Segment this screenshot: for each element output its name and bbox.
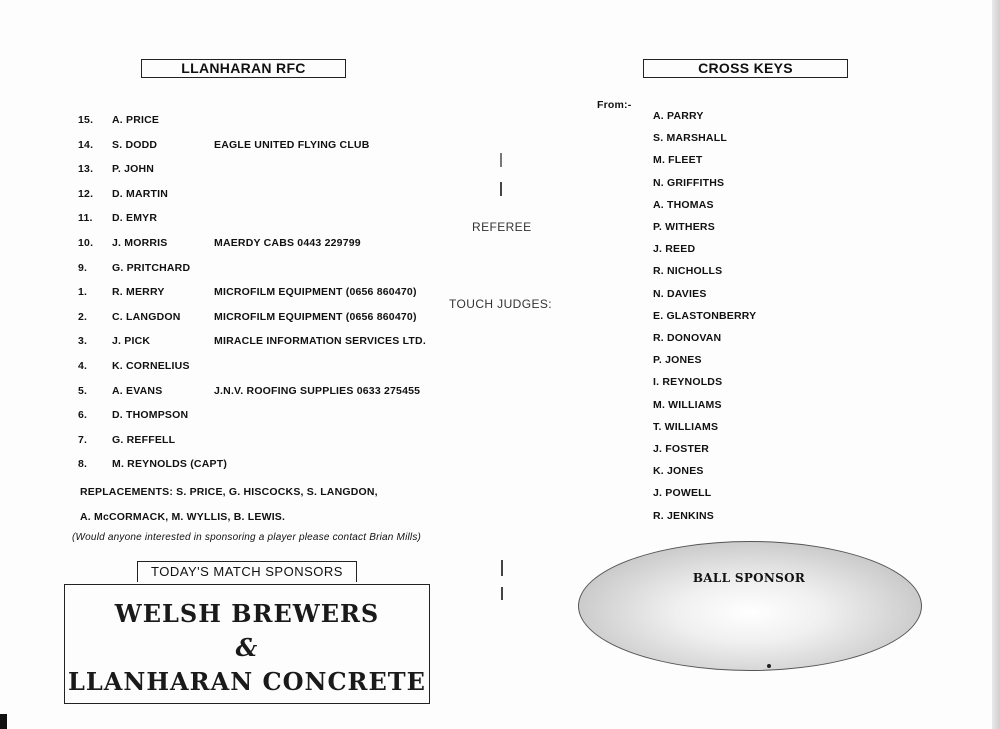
ball-sponsor-title: BALL SPONSOR xyxy=(692,571,806,585)
fold-mark xyxy=(500,182,502,196)
player-number: 14. xyxy=(78,138,94,151)
away-player-name: J. REED xyxy=(653,243,696,256)
sponsor-ampersand: & xyxy=(235,633,259,662)
from-label: From:- xyxy=(597,99,632,111)
player-number: 9. xyxy=(78,261,88,274)
fold-mark xyxy=(500,153,502,167)
match-sponsors-title: TODAY'S MATCH SPONSORS xyxy=(137,561,357,582)
player-name: R. MERRY xyxy=(112,286,165,299)
away-player-name: K. JONES xyxy=(653,465,704,478)
sponsor-welsh-brewers: WELSH BREWERS xyxy=(114,599,380,628)
player-number: 3. xyxy=(78,335,88,348)
away-player-name: P. JONES xyxy=(653,354,702,367)
referee-label: REFEREE xyxy=(472,220,532,234)
away-player-name: A. THOMAS xyxy=(653,198,714,211)
away-player-name: T. WILLIAMS xyxy=(653,420,719,433)
player-sponsor: J.N.V. ROOFING SUPPLIES 0633 275455 xyxy=(214,384,421,397)
touch-judges-label: TOUCH JUDGES: xyxy=(449,297,552,311)
player-number: 11. xyxy=(78,212,93,225)
player-sponsor: MAERDY CABS 0443 229799 xyxy=(214,237,361,249)
ball-sponsor-oval xyxy=(578,541,922,671)
away-player-name: A. PARRY xyxy=(653,110,704,122)
player-name: P. JOHN xyxy=(112,163,155,176)
player-number: 7. xyxy=(78,433,88,446)
away-player-name: S. MARSHALL xyxy=(653,132,727,145)
away-player-name: N. DAVIES xyxy=(653,287,707,300)
away-player-name: M. FLEET xyxy=(653,154,703,167)
player-name: A. PRICE xyxy=(112,114,160,126)
player-number: 15. xyxy=(78,114,94,126)
scan-edge xyxy=(992,0,1000,729)
away-player-name: M. WILLIAMS xyxy=(653,398,722,411)
away-player-name: E. GLASTONBERRY xyxy=(653,309,757,322)
away-player-name: J. FOSTER xyxy=(653,443,710,455)
away-player-name: R. JENKINS xyxy=(653,509,714,522)
away-player-name: I. REYNOLDS xyxy=(653,376,723,389)
fold-mark xyxy=(501,587,503,600)
player-name: D. EMYR xyxy=(112,212,158,225)
player-number: 1. xyxy=(78,286,88,299)
player-name: D. MARTIN xyxy=(112,187,169,200)
player-name: D. THOMPSON xyxy=(112,409,189,422)
player-name: K. CORNELIUS xyxy=(112,360,190,372)
player-number: 12. xyxy=(78,187,94,200)
home-team-title: LLANHARAN RFC xyxy=(141,59,346,78)
player-number: 10. xyxy=(78,237,94,249)
player-name: G. PRITCHARD xyxy=(112,261,191,274)
oval-dot xyxy=(767,664,771,668)
player-number: 13. xyxy=(78,163,94,176)
player-name: J. PICK xyxy=(112,335,151,348)
replacements-line-2: A. McCORMACK, M. WYLLIS, B. LEWIS. xyxy=(80,511,286,523)
player-sponsor: MICROFILM EQUIPMENT (0656 860470) xyxy=(214,286,417,299)
player-sponsor: MICROFILM EQUIPMENT (0656 860470) xyxy=(214,310,417,323)
player-name: A. EVANS xyxy=(112,384,163,397)
away-player-name: R. DONOVAN xyxy=(653,332,722,344)
away-player-name: J. POWELL xyxy=(653,487,712,500)
player-number: 6. xyxy=(78,409,88,422)
player-number: 8. xyxy=(78,458,88,471)
away-player-name: R. NICHOLLS xyxy=(653,265,723,278)
match-sponsors-box xyxy=(64,584,430,704)
player-name: J. MORRIS xyxy=(112,237,168,249)
player-sponsor: MIRACLE INFORMATION SERVICES LTD. xyxy=(214,335,426,348)
scan-edge xyxy=(0,714,7,729)
player-number: 4. xyxy=(78,360,88,372)
player-number: 2. xyxy=(78,310,88,323)
player-name: G. REFFELL xyxy=(112,433,176,446)
away-team-title: CROSS KEYS xyxy=(643,59,848,78)
sponsor-llanharan-concrete: LLANHARAN CONCRETE xyxy=(68,667,426,696)
player-number: 5. xyxy=(78,384,88,397)
player-name: C. LANGDON xyxy=(112,310,181,323)
replacements-line-1: REPLACEMENTS: S. PRICE, G. HISCOCKS, S. LANGDON, xyxy=(80,486,378,498)
away-player-name: N. GRIFFITHS xyxy=(653,176,725,189)
away-player-name: P. WITHERS xyxy=(653,221,715,233)
sponsor-note: (Would anyone interested in sponsoring a player please contact Brian Mills) xyxy=(72,532,422,543)
player-name: S. DODD xyxy=(112,138,158,151)
player-sponsor: EAGLE UNITED FLYING CLUB xyxy=(214,138,370,151)
player-name: M. REYNOLDS (CAPT) xyxy=(112,458,228,471)
fold-mark xyxy=(501,560,503,576)
